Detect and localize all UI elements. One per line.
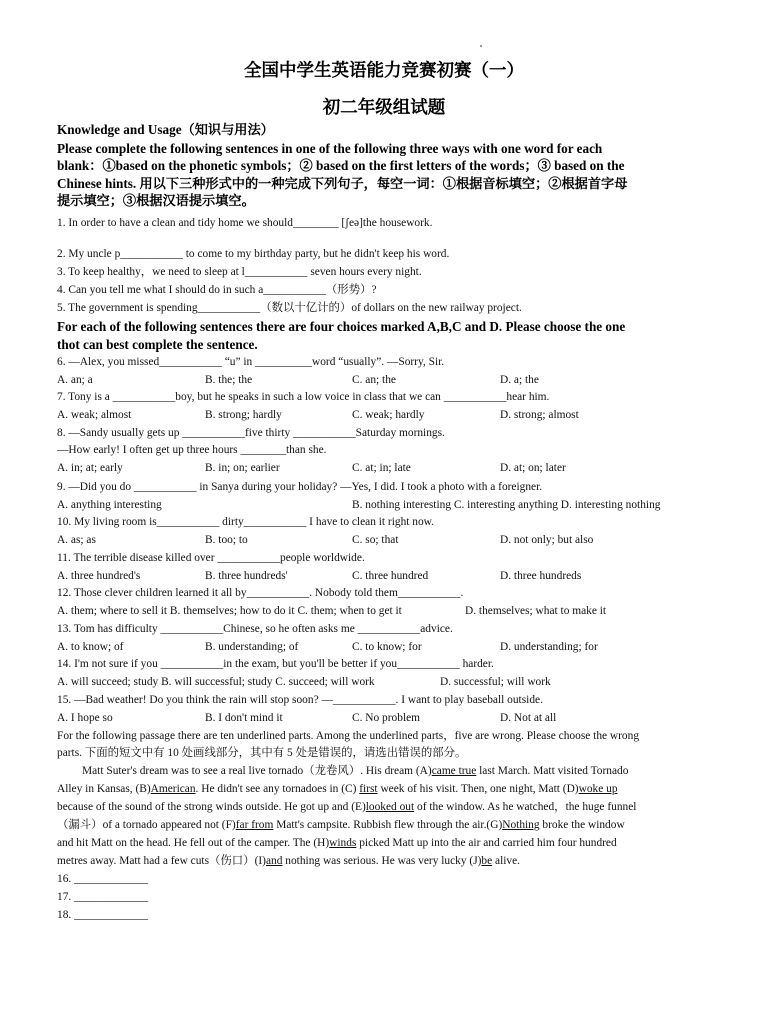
section1-instruction: 提示填空；③根据汉语提示填空。 [57,193,255,208]
passage-text: last March. Matt visited Tornado [476,765,629,777]
option-b: B. too; to [205,534,248,546]
passage-line [57,836,617,850]
underlined-part-h: winds [329,837,357,849]
question-2: 2. My uncle p___________ to come to my birthday party, but he didn't keep his word. [57,248,450,260]
options-bcd: B. nothing interesting C. interesting anything D. interesting nothing [352,499,661,511]
passage-line [82,764,628,778]
passage-text: of the window. As he watched，the huge funnel [414,801,637,813]
option-d: D. strong; almost [500,409,579,421]
question-9: 9. —Did you do ___________ in Sanya during your holiday? —Yes, I did. I took a photo with a foreigner. [57,481,543,493]
option-d: D. understanding; for [500,641,598,653]
option-a: A. as; as [57,534,96,546]
underlined-part-i: and [265,855,283,867]
passage-text: nothing was serious. He was very lucky (J) [282,855,482,867]
option-d: D. not only; but also [500,534,594,546]
section1-instruction: Please complete the following sentences in one of the following three ways with one word for each [57,141,603,156]
question-3: 3. To keep healthy，we need to sleep at l___________ seven hours every night. [57,266,422,278]
question-1: 1. In order to have a clean and tidy home we should________ [ʃeə]the housework. [57,217,433,229]
passage-text: Alley in Kansas, (B) [57,783,151,795]
option-a: A. an; a [57,374,93,386]
question-13: 13. Tom has difficulty ___________Chinese, so he often asks me ___________advice. [57,623,453,635]
passage-text: and hit Matt on the head. He fell out of the camper. The (H) [57,837,330,849]
passage-text: Matt's campsite. Rubbish flew through the air.(G) [273,819,503,831]
option-d: D. successful; will work [440,676,551,688]
passage-line [57,818,625,832]
passage-text: （漏斗）of a tornado appeared not (F) [57,819,236,831]
option-c: C. to know; for [352,641,422,653]
option-d: D. a; the [500,374,539,386]
underlined-part-a: came true [431,765,477,777]
option-a: A. three hundred's [57,570,141,582]
question-5: 5. The government is spending___________（数以十亿计的）of dollars on the new railway project. [57,302,522,314]
question-4: 4. Can you tell me what I should do in such a___________（形势）? [57,284,377,296]
option-c: C. weak; hardly [352,409,425,421]
option-d: D. Not at all [500,712,557,724]
passage-line [57,854,520,868]
option-d: D. at; on; later [500,462,566,474]
answer-blank-17[interactable]: 17. _____________ [57,891,149,903]
underlined-part-f: far from [235,819,274,831]
question-7: 7. Tony is a ___________boy, but he speaks in such a low voice in class that we can ___________hear him. [57,391,550,403]
underlined-part-b: American [150,783,196,795]
scan-dot [480,45,482,47]
option-b: B. I don't mind it [205,712,283,724]
option-a: A. I hope so [57,712,113,724]
options-abc: A. them; where to sell it B. themselves; how to do it C. them; when to get it [57,605,402,617]
exam-subtitle: 初二年级组试题 [322,98,446,118]
section1-instruction: Chinese hints. 用以下三种形式中的一种完成下列句子，每空一词：①根据音标填空；②根据首字母 [57,176,628,191]
passage-text: Matt Suter's dream was to see a real live tornado（龙卷风）. His dream (A) [82,765,432,777]
exam-title: 全国中学生英语能力竞赛初赛（一） [244,61,524,81]
option-b: B. three hundreds' [205,570,288,582]
option-a: A. in; at; early [57,462,123,474]
option-a: A. to know; of [57,641,124,653]
option-a: A. anything interesting [57,499,162,511]
option-d: D. three hundreds [500,570,582,582]
passage-text: alive. [492,855,521,867]
underlined-part-e: looked out [365,801,415,813]
passage-text: week of his visit. Then, one night, Matt (D) [377,783,579,795]
option-c: C. an; the [352,374,396,386]
answer-blank-16[interactable]: 16. _____________ [57,873,149,885]
question-12: 12. Those clever children learned it all by___________. Nobody told them___________. [57,587,464,599]
option-b: B. the; the [205,374,253,386]
passage-text: broke the window [539,819,625,831]
question-11: 11. The terrible disease killed over ___________people worldwide. [57,552,365,564]
section-heading: Knowledge and Usage（知识与用法） [57,122,274,137]
question-8-response: —How early! I often get up three hours ________than she. [57,444,327,456]
answer-blank-18[interactable]: 18. _____________ [57,909,149,921]
underlined-part-j: be [481,855,493,867]
section2-instruction: thot can best complete the sentence. [57,337,258,352]
passage-line [57,800,636,814]
option-c: C. at; in; late [352,462,411,474]
passage-text: picked Matt up into the air and carried him four hundred [356,837,617,849]
option-b: B. strong; hardly [205,409,282,421]
option-d: D. themselves; what to make it [465,605,607,617]
underlined-part-d: woke up [578,783,618,795]
underlined-part-g: Nothing [502,819,540,831]
question-8: 8. —Sandy usually gets up ___________five thirty ___________Saturday mornings. [57,427,445,439]
passage-text: . He didn't see any tornadoes in (C) [195,783,360,795]
section1-instruction: blank：①based on the phonetic symbols；② based on the first letters of the words；③ based on the [57,158,625,173]
section3-instruction: parts. 下面的短文中有 10 处画线部分，其中有 5 处是错误的，请选出错误的部分。 [57,747,467,759]
option-a: A. weak; almost [57,409,132,421]
option-b: B. in; on; earlier [205,462,280,474]
passage-text: metres away. Matt had a few cuts（伤口）(I) [57,855,266,867]
option-c: C. No problem [352,712,421,724]
question-15: 15. —Bad weather! Do you think the rain will stop soon? —___________. I want to play baseball outside. [57,694,543,706]
section3-instruction: For the following passage there are ten underlined parts. Among the underlined parts，five are wrong. Please choose the wrong [57,730,640,742]
section2-instruction: For each of the following sentences there are four choices marked A,B,C and D. Please choose the one [57,319,626,334]
passage-line [57,782,618,796]
question-10: 10. My living room is___________ dirty___________ I have to clean it right now. [57,516,435,528]
option-b: B. understanding; of [205,641,299,653]
option-c: C. so; that [352,534,399,546]
question-14: 14. I'm not sure if you ___________in the exam, but you'll be better if you___________ harder. [57,658,494,670]
option-c: C. three hundred [352,570,429,582]
question-6: 6. —Alex, you missed___________ “u” in __________word “usually”. —Sorry, Sir. [57,356,445,368]
underlined-part-c: first [359,783,378,795]
passage-text: because of the sound of the strong winds outside. He got up and (E) [57,801,366,813]
options-abc: A. will succeed; study B. will successful; study C. succeed; will work [57,676,375,688]
